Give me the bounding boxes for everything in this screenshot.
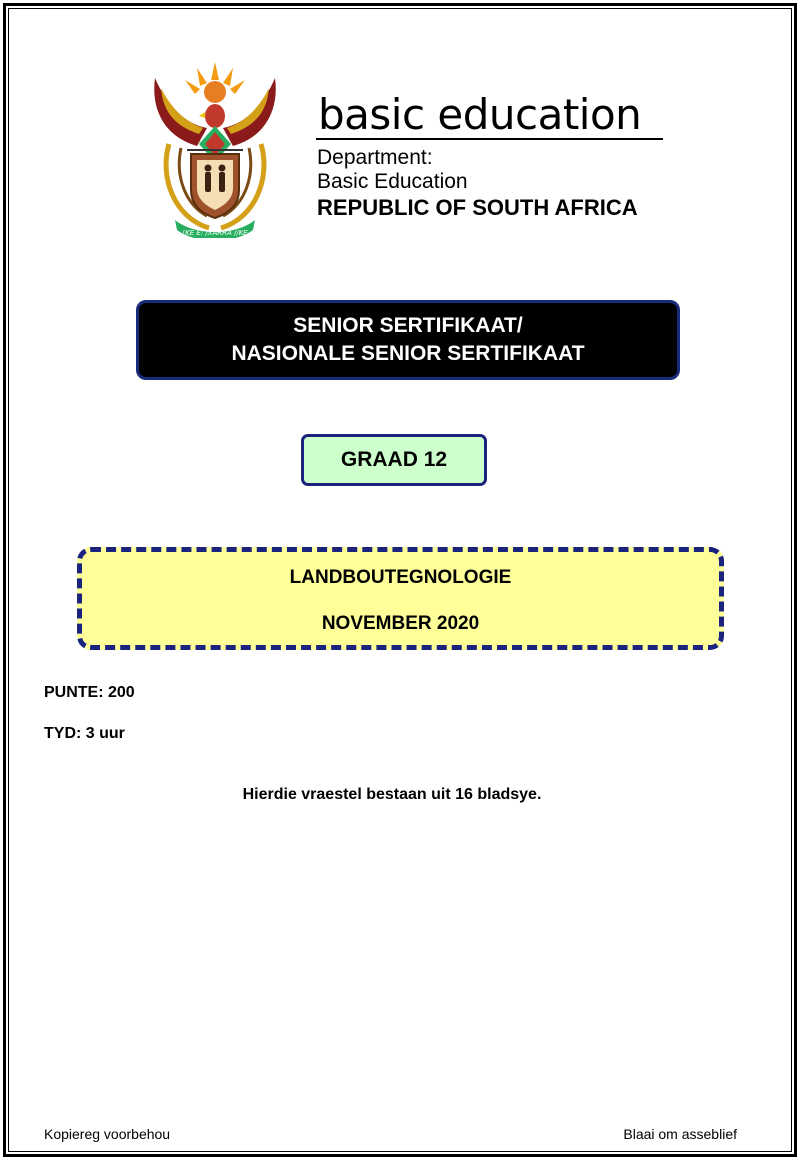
page-count-note: Hierdie vraestel bestaan uit 16 bladsye.: [242, 786, 542, 803]
footer-copyright: Kopiereg voorbehou: [44, 1126, 171, 1142]
subject-title: LANDBOUTEGNOLOGIE: [289, 567, 512, 588]
country-name: REPUBLIC OF SOUTH AFRICA: [317, 195, 638, 220]
grade-badge: GRAAD 12: [301, 434, 487, 486]
exam-session: NOVEMBER 2020: [321, 613, 480, 634]
certificate-line-2: NASIONALE SENIOR SERTIFIKAAT: [231, 342, 585, 365]
coat-of-arms-icon: [145, 58, 285, 238]
department-name: Basic Education: [317, 170, 468, 193]
brand-title: basic education: [318, 90, 642, 139]
time-label: TYD: 3 uur: [44, 725, 125, 742]
department-label: Department:: [317, 146, 433, 169]
footer-turn-over: Blaai om asseblief: [623, 1126, 737, 1142]
certificate-banner: [136, 300, 680, 380]
subject-panel: [77, 547, 724, 650]
svg-text:!KE E: /XARRA //KE: !KE E: /XARRA //KE: [182, 229, 248, 237]
marks-label: PUNTE: 200: [44, 684, 135, 701]
department-branding: [316, 90, 666, 222]
certificate-line-1: SENIOR SERTIFIKAAT/: [293, 314, 523, 337]
